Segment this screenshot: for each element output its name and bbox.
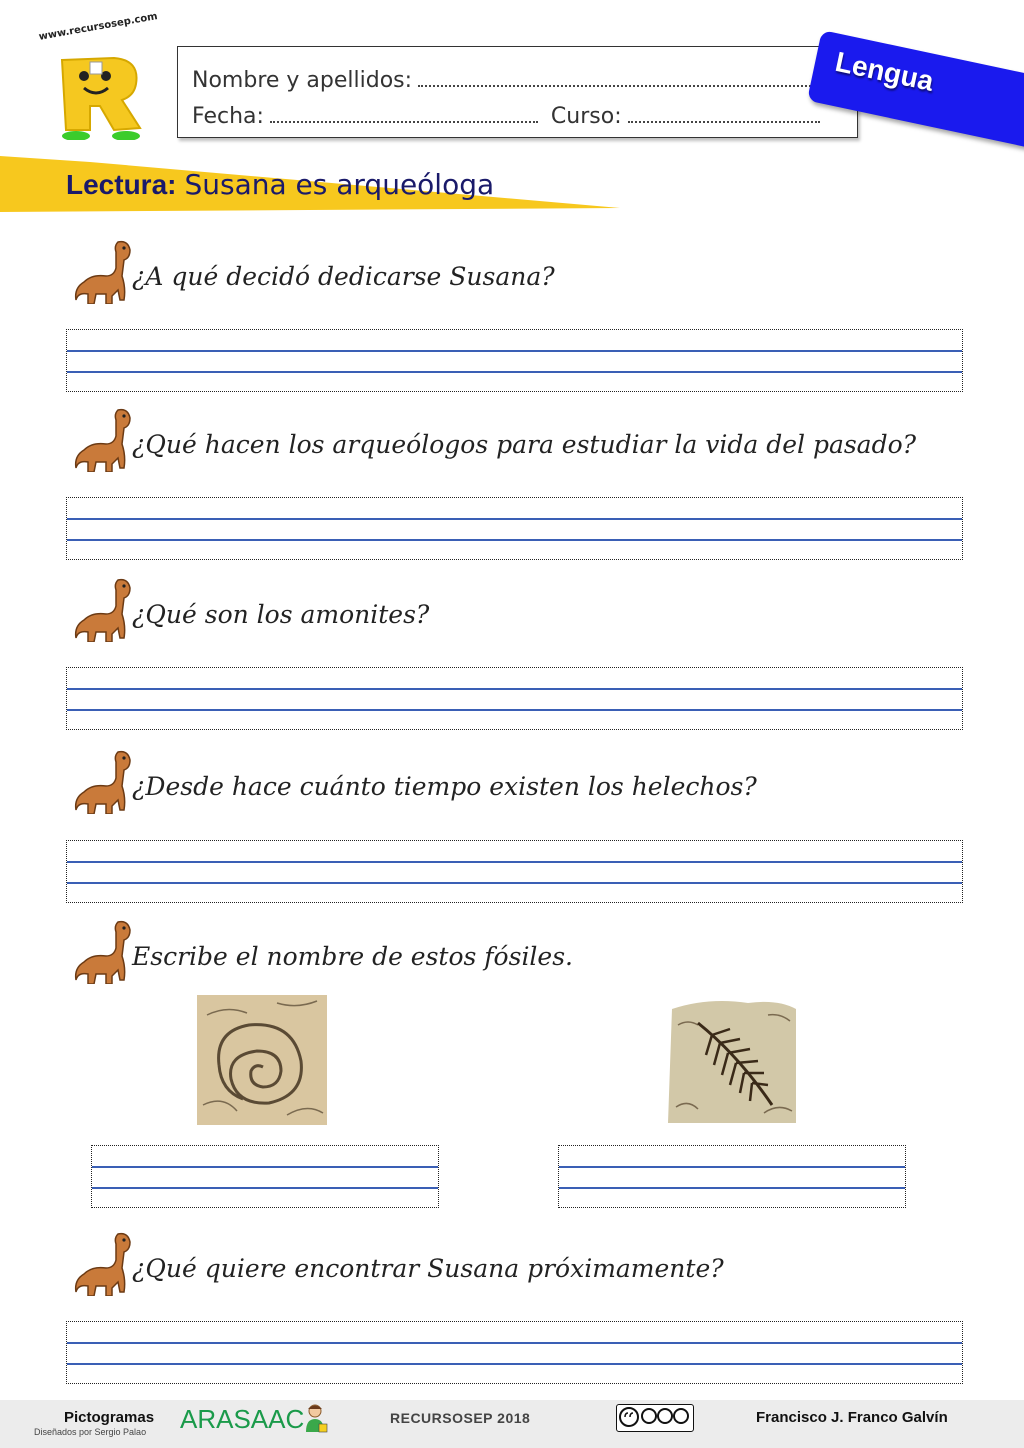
date-label: Fecha:: [192, 104, 264, 129]
answer-lines-2[interactable]: [66, 497, 963, 560]
author-credit: Francisco J. Franco Galvín: [756, 1409, 948, 1426]
name-field[interactable]: [418, 67, 822, 87]
pictogramas-label: Pictogramas: [64, 1409, 155, 1426]
course-field[interactable]: [628, 103, 820, 123]
recursosep-logo: [34, 11, 174, 138]
designer-credit: Diseñados por Sergio Palao: [34, 1427, 147, 1437]
date-course-row: [192, 103, 820, 129]
date-field[interactable]: [270, 103, 538, 123]
page-title: [66, 168, 494, 201]
answer-lines-1[interactable]: [66, 329, 963, 392]
fern-fossil-icon: [668, 995, 798, 1125]
arasaac-character-icon: [300, 1402, 330, 1434]
name-label: Nombre y apellidos:: [192, 68, 413, 93]
answer-lines-4[interactable]: [66, 840, 963, 903]
fossil-answer-lines-2[interactable]: [558, 1145, 906, 1208]
fossil-answer-lines-1[interactable]: [91, 1145, 439, 1208]
dinosaur-icon: [74, 406, 132, 472]
creative-commons-by-nc-sa-icon: [616, 1404, 694, 1432]
dinosaur-icon: [74, 918, 132, 984]
subject-label: Lengua: [832, 45, 937, 97]
recursosep-year: RECURSOSEP 2018: [390, 1410, 531, 1426]
dinosaur-icon: [74, 1230, 132, 1296]
question-text: ¿Qué son los amonites?: [132, 600, 430, 629]
course-label: Curso:: [550, 104, 622, 129]
answer-lines-3[interactable]: [66, 667, 963, 730]
name-row: [192, 67, 822, 93]
question-text: ¿A qué decidó dedicarse Susana?: [132, 262, 555, 291]
title-text: Susana es arqueóloga: [184, 168, 495, 201]
footer: [0, 1400, 1024, 1448]
dinosaur-icon: [74, 748, 132, 814]
answer-lines-6[interactable]: [66, 1321, 963, 1384]
dinosaur-icon: [74, 238, 132, 304]
question-text: ¿Qué hacen los arqueólogos para estudiar la vida del pasado?: [132, 430, 917, 459]
arasaac-logo: ARASAAC: [180, 1404, 305, 1434]
ammonite-fossil-icon: [197, 995, 327, 1125]
logo-mascot-icon: [44, 50, 154, 140]
title-label: Lectura:: [66, 169, 177, 200]
question-text: ¿Qué quiere encontrar Susana próximamente?: [132, 1254, 724, 1283]
dinosaur-icon: [74, 576, 132, 642]
logo-url-text: www.recursosep.com: [38, 11, 159, 43]
student-info-box: [177, 46, 858, 138]
question-text: Escribe el nombre de estos fósiles.: [132, 942, 574, 971]
question-text: ¿Desde hace cuánto tiempo existen los helechos?: [132, 772, 757, 801]
